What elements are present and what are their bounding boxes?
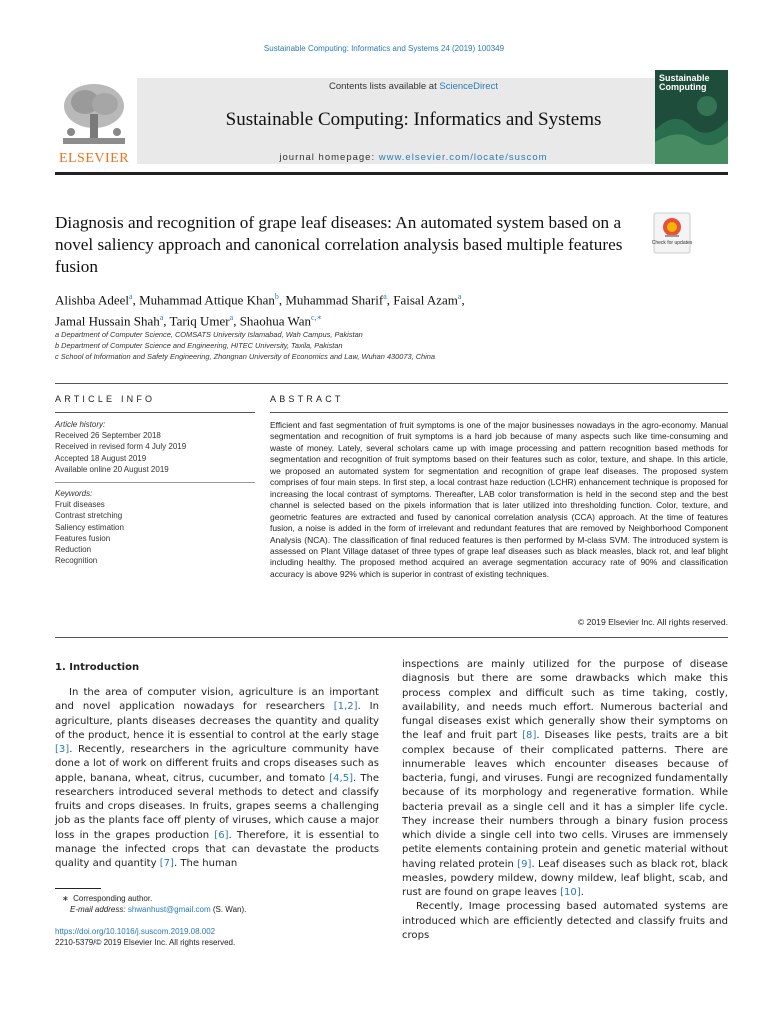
abstract-rule-top xyxy=(270,412,728,413)
keywords xyxy=(55,488,255,566)
citation-link[interactable]: [10] xyxy=(560,887,581,898)
check-for-updates-badge[interactable] xyxy=(651,213,693,253)
footnote-mark: ∗ xyxy=(62,894,69,903)
article-info-heading: ARTICLE INFO xyxy=(55,394,156,404)
author-name[interactable]: Faisal Azam xyxy=(393,292,458,308)
intro-paragraph-2: inspections are mainly utilized for the purpose of disease diagnosis but there are some drawbacks which make this process complex and difficult such as time taking, costly, availability, and needs much effort. Numerous bacterial and fungal diseases exist which generally show their symptoms on the leaf and fruit part [8]. Diseases like pests, traits are a bit complex because of their complicated patterns. There are innumerable leaves which encounter diseases because of bacteria, fungi, and viruses. Fungi are recognized fundamentally because of its morphology and regenerative formation. While bacteria prevail as a single cell and it has a simpler life cycle. They increase their numbers through a binary fusion process which divide a single cell into two cells. Viruses are immensely petite elements containing protein and genetic material without having related protein [9]. Leaf diseases such as black rot, black measles, powdery mildew, downy mildew, leaf blight, scab, and rust are found on grape leaves [10]. xyxy=(402,659,728,898)
abstract-heading: ABSTRACT xyxy=(270,394,344,404)
keyword: Features fusion xyxy=(55,533,111,543)
keyword: Recognition xyxy=(55,556,98,566)
author-name[interactable]: Jamal Hussain Shah xyxy=(55,313,160,329)
section-heading-introduction: 1. Introduction xyxy=(55,662,140,673)
author-affiliation-mark[interactable]: c,∗ xyxy=(311,313,322,323)
citation-link[interactable]: [1,2] xyxy=(333,701,358,713)
journal-cover[interactable] xyxy=(655,70,728,164)
email-line xyxy=(62,904,362,915)
citation-link[interactable]: [3] xyxy=(55,744,70,755)
history-online: Available online 20 August 2019 xyxy=(55,464,169,474)
history-accepted: Accepted 18 August 2019 xyxy=(55,453,147,463)
abstract-rule-bottom xyxy=(55,637,728,638)
affiliation-c: c School of Information and Safety Engineering, Zhongnan University of Economics and Law, Wuhan 430073, China xyxy=(55,352,436,361)
citation-link[interactable]: [8] xyxy=(522,730,537,742)
footnote-rule xyxy=(55,888,101,889)
affiliation-b: b Department of Computer Science and Engineering, HITEC University, Taxila, Pakistan xyxy=(55,341,343,350)
author-affiliation-mark[interactable]: a xyxy=(383,292,387,301)
intro-left-column xyxy=(55,686,379,871)
citation-link[interactable]: [9] xyxy=(517,858,532,870)
email-suffix: (S. Wan). xyxy=(210,905,247,914)
footnote xyxy=(62,893,362,915)
authors-line-2: Jamal Hussain Shah$^a$, Tariq Umer$^a$, Shaohua Wan$^{c,∗}$ xyxy=(55,313,322,329)
journal-reference[interactable]: Sustainable Computing: Informatics and Systems 24 (2019) 100349 xyxy=(263,44,505,53)
elsevier-tree-icon xyxy=(55,78,133,150)
intro-paragraph-3: Recently, Image processing based automated systems are introduced which are efficiently detected and classify fruits and crops xyxy=(402,901,728,941)
masthead-rule xyxy=(55,172,728,175)
authors-line-1: Alishba Adeel$^a$, Muhammad Attique Khan$^b$, Muhammad Sharif$^a$, Faisal Azam$^a$, xyxy=(55,292,465,308)
citation-link[interactable]: [4,5] xyxy=(329,772,354,784)
author-affiliation-mark[interactable]: a xyxy=(457,292,462,301)
check-updates-icon xyxy=(651,213,693,253)
email-label: E-mail address: xyxy=(70,905,126,914)
header-divider xyxy=(55,383,728,384)
intro-right-column xyxy=(402,658,728,943)
keyword: Reduction xyxy=(55,545,92,555)
author-affiliation-mark[interactable]: a xyxy=(229,313,234,323)
journal-title: Sustainable Computing: Informatics and Systems xyxy=(225,109,602,130)
author-affiliation-mark[interactable]: b xyxy=(274,292,279,301)
email-link[interactable]: shwanhust@gmail.com xyxy=(127,905,211,914)
intro-paragraph-1: In the area of computer vision, agriculture is an important and novel application nowadays for researchers [1,2]. In agriculture, plants diseases decreases the quantity and quality of the product, hence it is essential to control at the early stage [3]. Recently, researchers in the agriculture community have done a lot of work on different fruits and crops diseases such as apple, banana, wheat, citrus, cucumber, and tomato [4,5]. The researchers introduced several methods to detect and classify fruits and crops diseases. In fruits, grapes seems a challenging job as the plants face off plenty of viruses, which cause a major loss in the grapes production [6]. Therefore, it is essential to manage the infected crops that can devastate the products quality and quantity [7]. The human xyxy=(55,687,380,869)
masthead xyxy=(55,73,728,166)
cover-art-icon xyxy=(655,70,728,164)
author-name[interactable]: Shaohua Wan xyxy=(239,313,311,329)
contents-prefix: Contents lists available at xyxy=(329,81,437,92)
author-affiliation-mark[interactable]: a xyxy=(129,292,133,301)
citation-link[interactable]: [7] xyxy=(159,858,174,869)
history-revised: Received in revised form 4 July 2019 xyxy=(55,442,187,452)
cover-title: Sustainable Computing xyxy=(659,73,710,92)
doi-link[interactable]: https://doi.org/10.1016/j.suscom.2019.08.002 xyxy=(55,927,216,936)
author-name[interactable]: Muhammad Attique Khan xyxy=(139,292,275,308)
issn-line: 2210-5379/© 2019 Elsevier Inc. All rights reserved. xyxy=(55,938,236,947)
keyword: Contrast stretching xyxy=(55,511,123,521)
homepage-prefix: journal homepage: xyxy=(279,152,376,163)
keyword: Fruit diseases xyxy=(55,500,105,510)
history-label: Article history: xyxy=(55,420,106,429)
author-list xyxy=(55,288,695,331)
history-received: Received 26 September 2018 xyxy=(55,431,161,441)
keyword: Saliency estimation xyxy=(55,522,124,532)
affiliations xyxy=(55,329,715,362)
affiliation-a: a Department of Computer Science, COMSATS University Islamabad, Wah Campus, Pakistan xyxy=(55,330,363,339)
homepage-link[interactable]: www.elsevier.com/locate/suscom xyxy=(378,152,548,163)
sciencedirect-link[interactable]: ScienceDirect xyxy=(439,81,498,92)
doi-block xyxy=(55,926,375,948)
info-rule xyxy=(55,412,255,413)
publisher-name: ELSEVIER xyxy=(58,151,130,166)
author-name[interactable]: Muhammad Sharif xyxy=(285,292,384,308)
citation-link[interactable]: [6] xyxy=(214,829,229,841)
badge-label: Check for updates xyxy=(651,240,693,246)
elsevier-logo[interactable] xyxy=(55,78,133,164)
keywords-label: Keywords: xyxy=(55,489,93,498)
abstract-copyright: © 2019 Elsevier Inc. All rights reserved. xyxy=(577,617,728,627)
abstract-text: Efficient and fast segmentation of fruit symptoms is one of the major businesses nowadays in the agro-economy. Manual segmentation and recognition of fruit symptoms is a hard job because of many aspects such like time-consuming and waste of money. Lately, several scholars came up with image processing and pattern recognition based methods for segmentation and recognition of fruit symptoms based on their features such as color, texture, and shape. In this article, we proposed an automated system for segmentation and recognition of grape leaf diseases. The proposed system comprises of four main steps. In first step, a local contrast haze reduction (LCHR) enhancement technique is proposed for increasing the local contrast of symptoms. Thereafter, LAB color transformation is held in the second step and the best channel is selected based on the pixels information that is later utilized into thresholding function. Color, texture, and geometric features are extracted and fused by canonical correlation analysis (CCA) approach. At the time of features fusion, a noise is added in the form of irrelevant and redundant features that are removed by Neighborhood Component Analysis (NCA). The classification of final reduced features is then performed by M-class SVM. The introduced system is assessed on Plant Village dataset of three types of grape leaf diseases such as black measles, black rot, and leaf blight including healthy. The proposed method acquired an average segmentation accuracy rate of 90% and classification accuracy is above 92% which is superior in contrast of existing techniques. xyxy=(270,420,728,579)
corresponding-label: Corresponding author. xyxy=(73,894,153,903)
masthead-banner xyxy=(137,78,690,164)
author-name[interactable]: Alishba Adeel xyxy=(55,292,130,308)
contents-line xyxy=(137,81,690,92)
author-name[interactable]: Tariq Umer xyxy=(169,313,230,329)
article-history xyxy=(55,419,255,475)
corresponding-author-note xyxy=(62,893,362,904)
homepage-line xyxy=(137,152,690,163)
author-affiliation-mark[interactable]: a xyxy=(159,313,164,323)
article-title: Diagnosis and recognition of grape leaf diseases: An automated system based on a novel saliency approach and canonical correlation analysis based multiple features fusion xyxy=(55,213,623,276)
keywords-rule xyxy=(55,482,255,483)
